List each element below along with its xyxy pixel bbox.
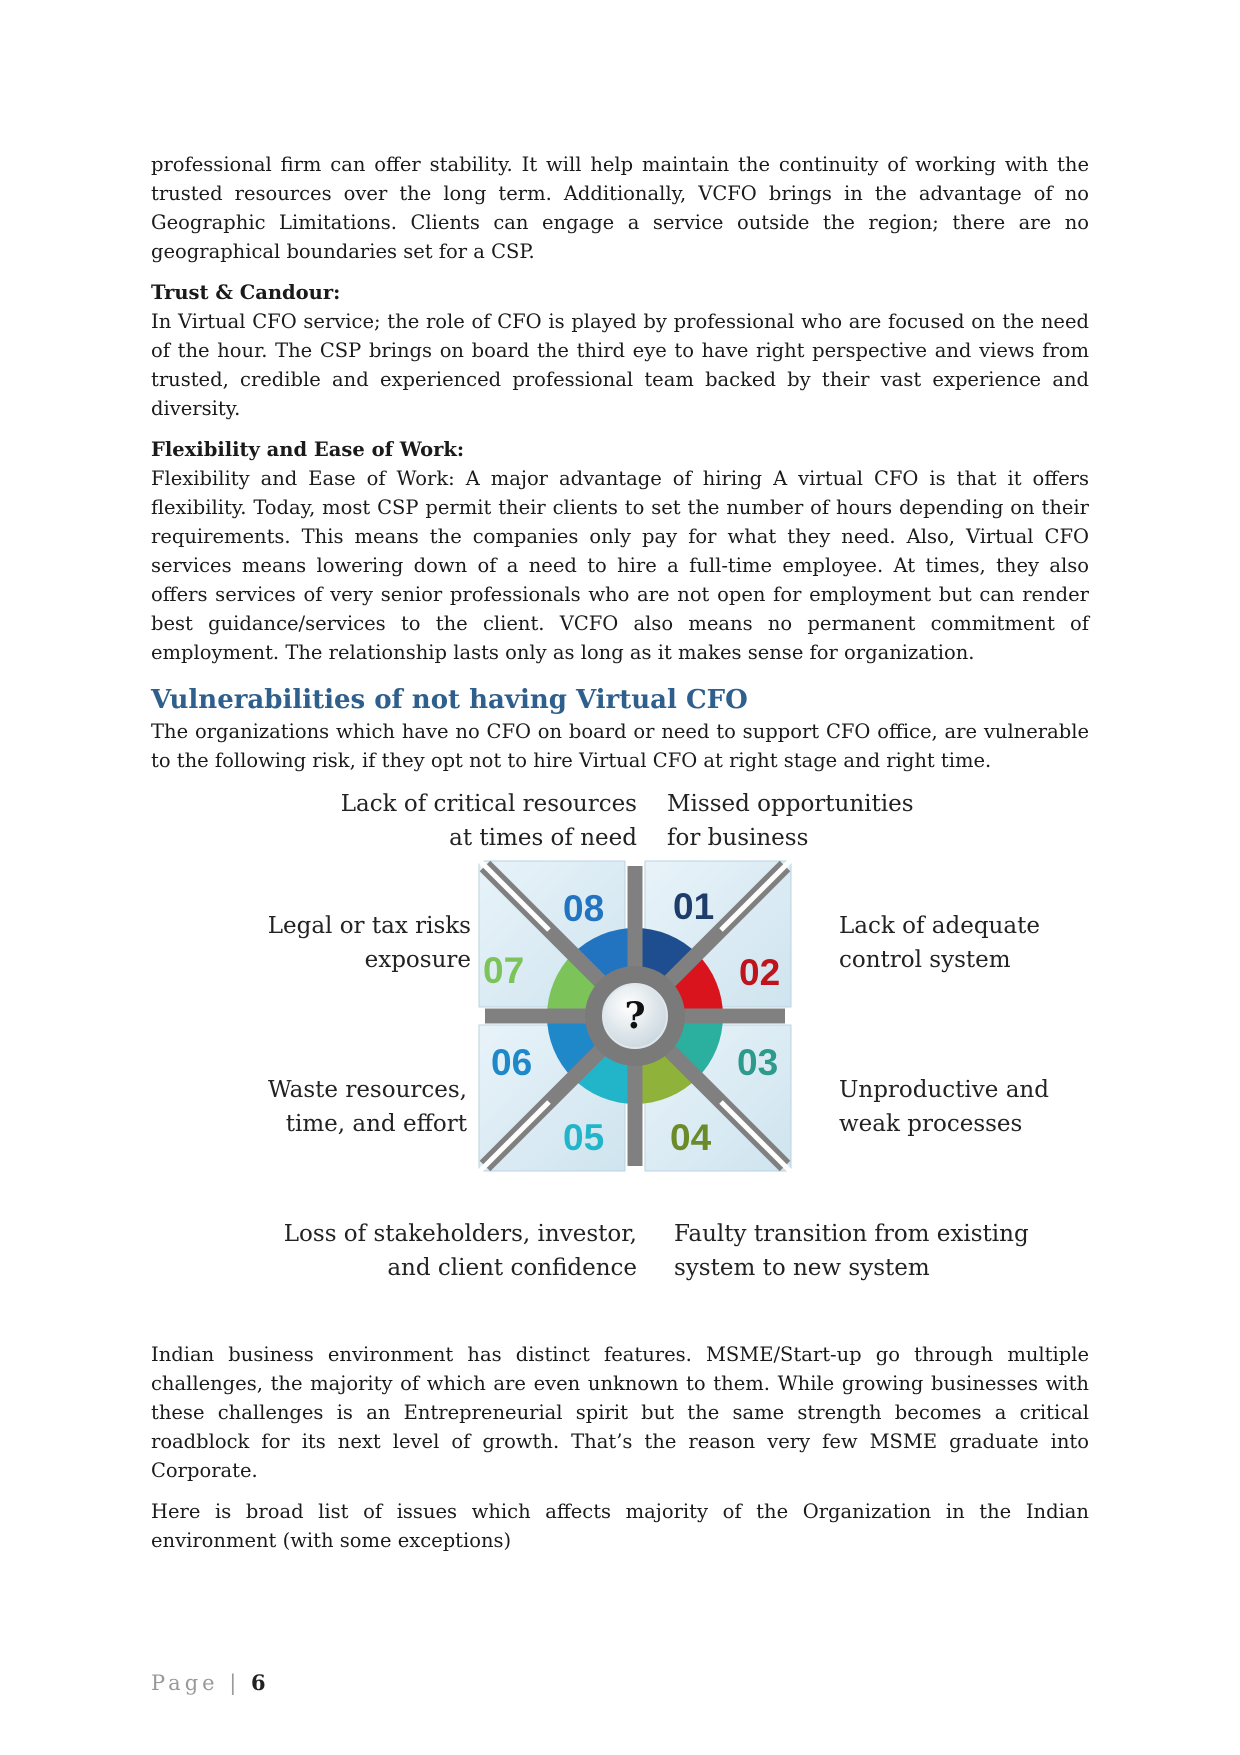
- number-05: 05: [563, 1117, 605, 1158]
- page-content: [151, 150, 1089, 1567]
- indian-environment-paragraph: Indian business environment has distinct features. MSME/Start-up go through multiple challenges, the majority of which are even unknown to them. While growing businesses with these challenges is an Entrepreneurial spirit but the same strength becomes a critical roadblock for its next level of growth. That’s the reason very few MSME graduate into Corporate.: [151, 1343, 1089, 1482]
- page-footer: [151, 1670, 266, 1695]
- page-word: Page: [151, 1671, 219, 1695]
- question-mark-icon: ?: [624, 995, 646, 1037]
- number-03: 03: [737, 1042, 779, 1083]
- trust-heading: Trust & Candour:: [151, 281, 341, 304]
- vulnerabilities-heading: Vulnerabilities of not having Virtual CFO: [151, 685, 748, 715]
- footer-separator: |: [229, 1671, 252, 1695]
- issues-paragraph: Here is broad list of issues which affects majority of the Organization in the Indian environment (with some exceptions): [151, 1500, 1089, 1552]
- label-05: Loss of stakeholders, investor, and client confidence: [283, 1221, 637, 1281]
- number-02: 02: [739, 952, 781, 993]
- vulnerabilities-diagram: [151, 787, 1089, 1322]
- number-06: 06: [491, 1042, 533, 1083]
- number-01: 01: [673, 886, 715, 927]
- page-number: 6: [251, 1670, 266, 1695]
- vulnerabilities-paragraph: The organizations which have no CFO on board or need to support CFO office, are vulnerable to the following risk, if they opt not to hire Virtual CFO at right stage and right time.: [151, 720, 1089, 772]
- label-03: Unproductive and weak processes: [839, 1077, 1049, 1137]
- label-08: Lack of critical resources at times of need: [340, 791, 637, 851]
- number-04: 04: [670, 1117, 712, 1158]
- flexibility-heading: Flexibility and Ease of Work:: [151, 438, 465, 461]
- number-07: 07: [483, 950, 525, 991]
- trust-paragraph: In Virtual CFO service; the role of CFO is played by professional who are focused on the need of the hour. The CSP brings on board the third eye to have right perspective and views from trusted, credible and experienced professional team backed by their vast experience and diversity.: [151, 310, 1089, 420]
- label-01: Missed opportunities for business: [667, 791, 914, 851]
- number-08: 08: [563, 888, 605, 929]
- label-04: Faulty transition from existing system to new system: [674, 1221, 1029, 1281]
- label-02: Lack of adequate control system: [839, 913, 1040, 973]
- intro-paragraph: professional firm can offer stability. It will help maintain the continuity of working with the trusted resources over the long term. Additionally, VCFO brings in the advantage of no Geographic Limitations. Clients can engage a service outside the region; there are no geographical boundaries set for a CSP.: [151, 153, 1089, 263]
- risk-wheel-graphic: [473, 859, 829, 1211]
- label-07: Legal or tax risks exposure: [267, 913, 471, 973]
- flexibility-paragraph: Flexibility and Ease of Work: A major advantage of hiring A virtual CFO is that it offers flexibility. Today, most CSP permit their clients to set the number of hours depending on their requirements. This means the companies only pay for what they need. Also, Virtual CFO services means lowering down of a need to hire a full-time employee. At times, they also offers services of very senior professionals who are not open for employment but can render best guidance/services to the client. VCFO also means no permanent commitment of employment. The relationship lasts only as long as it makes sense for organization.: [151, 467, 1089, 664]
- label-06: Waste resources, time, and effort: [268, 1077, 467, 1137]
